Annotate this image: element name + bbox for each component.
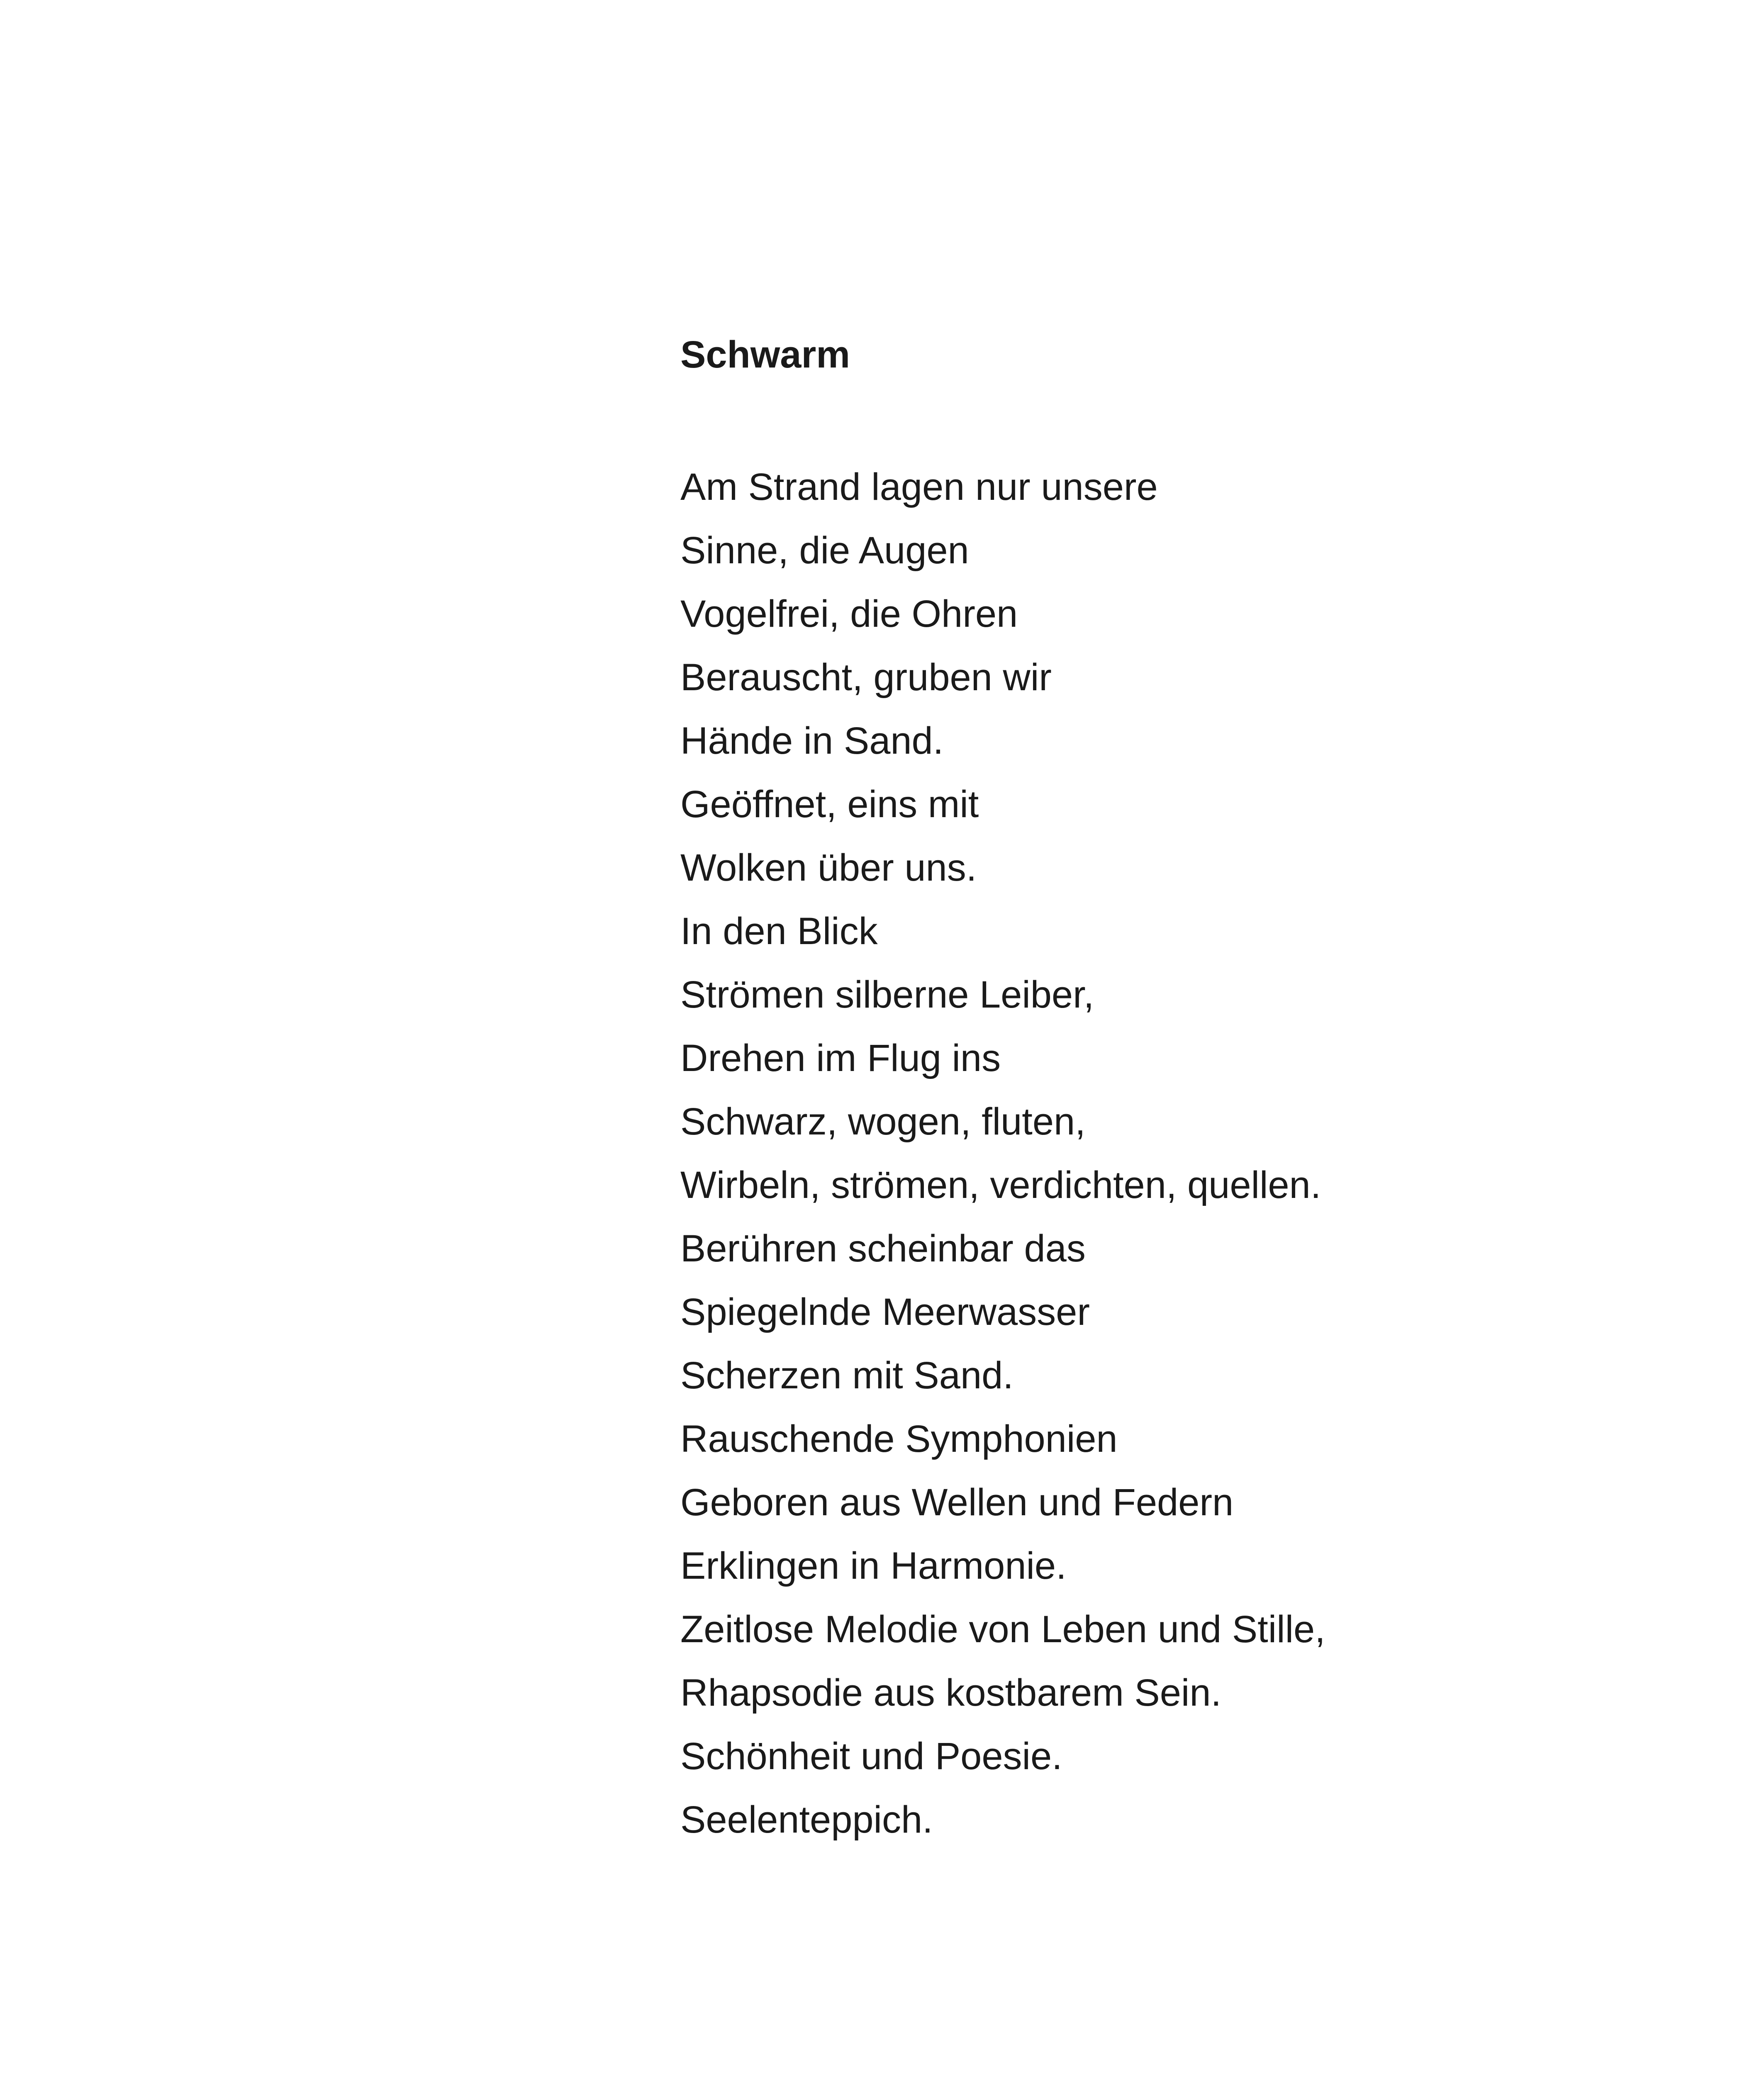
poem-line: Berühren scheinbar das [680,1227,1086,1270]
poem-line: Geboren aus Wellen und Federn [680,1481,1234,1524]
poem-line: Erklingen in Harmonie. [680,1545,1067,1587]
poem-line: Strömen silberne Leiber, [680,974,1094,1016]
poem-line: In den Blick [680,910,878,952]
poem-line: Rhapsodie aus kostbarem Sein. [680,1672,1222,1714]
poem-line: Wolken über uns. [680,847,977,889]
poem-line: Wirbeln, strömen, verdichten, quellen. [680,1164,1321,1206]
poem-line: Spiegelnde Meerwasser [680,1291,1090,1333]
poem-line: Hände in Sand. [680,720,944,762]
poem-line: Drehen im Flug ins [680,1037,1001,1079]
poem-line: Scherzen mit Sand. [680,1354,1014,1397]
poem-line: Seelenteppich. [680,1799,933,1841]
poem-body [680,455,1325,1852]
poem-line: Am Strand lagen nur unsere [680,466,1158,508]
poem-line: Schönheit und Poesie. [680,1735,1062,1777]
poem-line: Sinne, die Augen [680,529,969,572]
poem-line: Rauschende Symphonien [680,1418,1118,1460]
poem-line: Schwarz, wogen, fluten, [680,1100,1086,1143]
poem-title: Schwarm [680,333,850,376]
poem-line: Berauscht, gruben wir [680,656,1052,699]
poem-line: Vogelfrei, die Ohren [680,593,1018,635]
poem-line: Geöffnet, eins mit [680,783,979,825]
poem-line: Zeitlose Melodie von Leben und Stille, [680,1608,1325,1650]
